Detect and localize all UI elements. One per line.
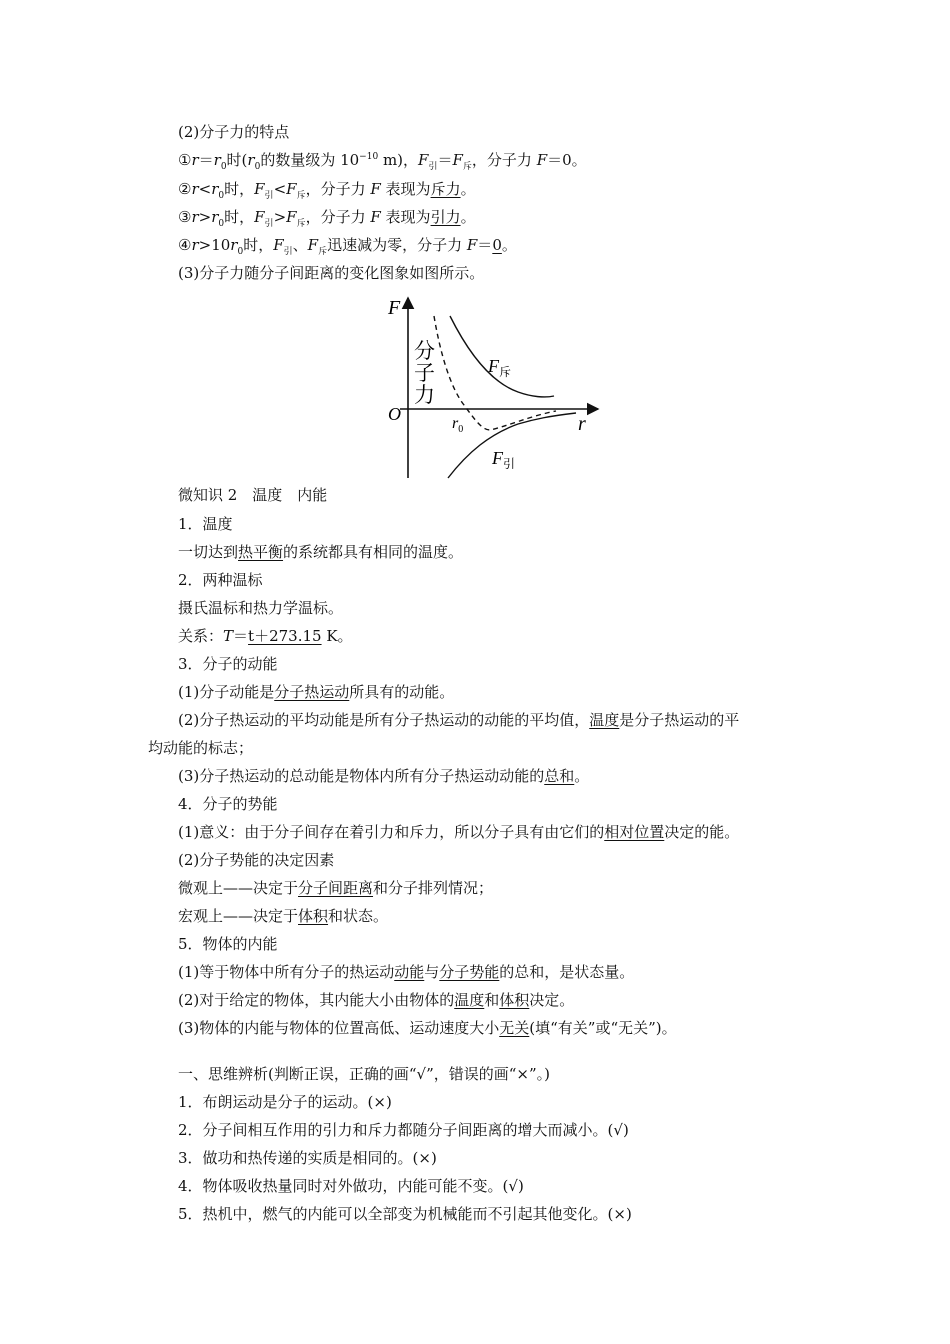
para-pe-meaning: (1)意义：由于分子间存在着引力和斥力，所以分子具有由它们的相对位置决定的能。 (178, 823, 740, 841)
para-ie-1: (1)等于物体中所有分子的热运动动能与分子势能的总和，是状态量。 (178, 963, 635, 981)
origin-label: O (388, 404, 401, 424)
r0-label: $r_0$ (452, 415, 464, 435)
answer-blank: 0 (492, 236, 502, 254)
para-ie-2: (2)对于给定的物体，其内能大小由物体的温度和体积决定。 (178, 991, 575, 1009)
heading-potential-energy: 4．分子的势能 (178, 795, 278, 813)
force-rule-2: $②r<r_0$时，$F_引<F_斥$，分子力 F 表现为斥力。 (178, 180, 476, 201)
figure-intro: (3)分子力随分子间距离的变化图象如图所示。 (178, 264, 485, 282)
heading-temperature-scales: 2．两种温标 (178, 571, 263, 589)
section-title-review: 一、思维辨析(判断正误，正确的画“√”，错误的画“×”。) (178, 1065, 551, 1083)
force-distance-graph (380, 292, 600, 480)
para-thermal-equilibrium: 一切达到热平衡的系统都具有相同的温度。 (178, 543, 464, 561)
repulsive-force-curve (450, 316, 554, 397)
review-item-4: 4．物体吸收热量同时对外做功，内能可能不变。(√) (178, 1177, 524, 1195)
force-rule-4: $④r>10r_0$时，$F_引$、$F_斥$迅速减为零，分子力 F＝0。 (178, 236, 517, 257)
label-zi: 子 (414, 361, 435, 385)
heading-internal-energy: 5．物体的内能 (178, 935, 278, 953)
para-scales: 摄氏温标和热力学温标。 (178, 599, 344, 617)
para-pe-macro: 宏观上——决定于体积和状态。 (178, 907, 389, 925)
axis-label-f: F (388, 297, 401, 319)
heading-kinetic-energy: 3．分子的动能 (178, 655, 278, 673)
para-ke-2-cont: 均动能的标志； (148, 739, 254, 757)
label-li: 力 (414, 383, 435, 407)
answer-blank: 斥力 (430, 180, 461, 198)
force-rule-1: $①r=r_0$时($r_0$的数量级为 $10^{-10}$ m)，$F_引=F_斥$，分子力 F＝0。 (178, 151, 587, 172)
label-f-attraction: $F_引$ (492, 448, 516, 471)
axis-label-r: r (578, 413, 586, 435)
heading-temperature: 1．温度 (178, 515, 233, 533)
review-item-2: 2．分子间相互作用的引力和斥力都随分子间距离的增大而减小。(√) (178, 1121, 629, 1139)
subheading-force-features: (2)分子力的特点 (178, 123, 290, 141)
para-pe-factors: (2)分子势能的决定因素 (178, 851, 335, 869)
force-rule-3: $③r>r_0$时，$F_引>F_斥$，分子力 F 表现为引力。 (178, 208, 476, 229)
review-item-5: 5．热机中，燃气的内能可以全部变为机械能而不引起其他变化。(×) (178, 1205, 632, 1223)
para-ie-3: (3)物体的内能与物体的位置高低、运动速度大小无关(填“有关”或“无关”)。 (178, 1019, 677, 1037)
para-ke-2: (2)分子热运动的平均动能是所有分子热运动的动能的平均值，温度是分子热运动的平 (178, 711, 740, 729)
review-item-3: 3．做功和热传递的实质是相同的。(×) (178, 1149, 437, 1167)
label-f-repulsion: $F_斥$ (488, 356, 512, 379)
answer-blank: 引力 (430, 208, 461, 226)
section-title-temperature: 微知识 2 温度 内能 (178, 486, 328, 504)
para-pe-micro: 微观上——决定于分子间距离和分子排列情况； (178, 879, 494, 897)
para-ke-1: (1)分子动能是分子热运动所具有的动能。 (178, 683, 455, 701)
review-item-1: 1．布朗运动是分子的运动。(×) (178, 1093, 392, 1111)
para-ke-3: (3)分子热运动的总动能是物体内所有分子热运动动能的总和。 (178, 767, 590, 785)
para-relation: 关系：T＝t＋273.15 K。 (178, 627, 353, 645)
label-fen: 分 (414, 339, 435, 363)
